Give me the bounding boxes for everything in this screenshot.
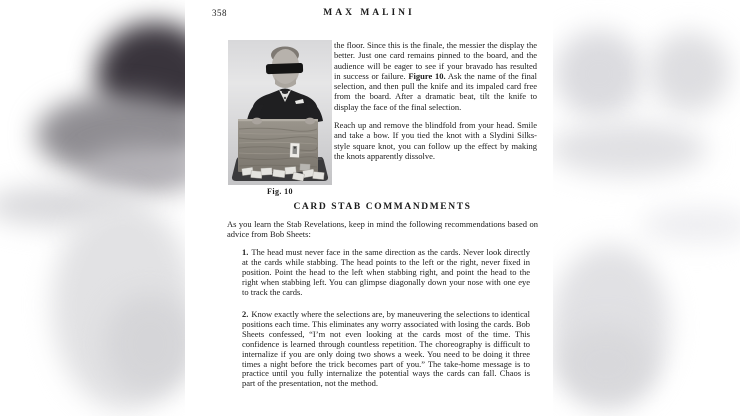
item-text: Know exactly where the selections are, by maneuvering the selections to identical positions each time. This eliminates any worry associated with losing the cards. Bob Sheets confessed, “I’m not even looking at the cards most of the time. This confidence is learned through countless repetition. The choreography is difficult to internalize if you are only doing two shows a week. You need to be doing it three times a night before the trick becomes part of you.” The take-home message is to practice until you fully internalize the potential ways the cards can fall. Chaos is part of the presentation, not the method.: [242, 309, 530, 389]
background-left-blur: [0, 0, 186, 416]
section-heading: CARD STAB COMMANDMENTS: [293, 202, 472, 212]
paragraph-finale: [334, 40, 537, 112]
commandment-item-2: [242, 310, 530, 389]
figure-photo: [228, 40, 332, 185]
background-right-blur: [553, 0, 740, 416]
figure-reference-bold: Figure 10.: [408, 70, 446, 81]
item-text: The head must never face in the same direction as the cards. Never look directly at the cards while stabbing. The head points to the left or the right, never fixed in position. Point the head to the left when stabbing right, and point the head to the right when stabbing left. You can glimpse diagonally down your nose with one eye to track the cards.: [242, 247, 530, 297]
paragraph-finale-post: Ask the name of the final selection, and then pull the knife and its impaled card free from the board. After a dramatic beat, tilt the knife to display the face of the final selection.: [334, 70, 537, 112]
blur-blob-light-gray: [84, 146, 186, 194]
item-number: 2.: [242, 309, 249, 319]
paragraph-finale-pre: the floor. Since this is the finale, the messier the display the better. Just one card remains pinned to the board, and the audience will be eager to see if your bravado has resulted in success or failure.: [334, 40, 537, 81]
blur-blob-a: [555, 30, 643, 118]
blur-blob-faint: [641, 208, 740, 242]
paragraph-blindfold: Reach up and remove the blindfold from your head. Smile and take a bow. If you tied the knot with a Slydini Silks-style square knot, you can follow up the effect by making the knots apparently dissolve.: [334, 120, 537, 161]
blur-blob-patch: [104, 293, 186, 395]
item-number: 1.: [242, 247, 249, 257]
running-header: MAX MALINI: [323, 8, 415, 18]
blur-blob-band: [553, 122, 707, 176]
page-number: 358: [212, 8, 227, 18]
body-column-right: [334, 40, 537, 169]
blur-blob-b: [649, 32, 729, 112]
blur-blob-bottom-patch: [559, 325, 653, 403]
book-page: [185, 0, 553, 416]
figure-caption: Fig. 10: [267, 187, 293, 196]
commandment-item-1: [242, 248, 530, 298]
section-intro: As you learn the Stab Revelations, keep in mind the following recommendations based on advice from Bob Sheets:: [227, 219, 538, 240]
card-stab-photo: [228, 40, 332, 185]
